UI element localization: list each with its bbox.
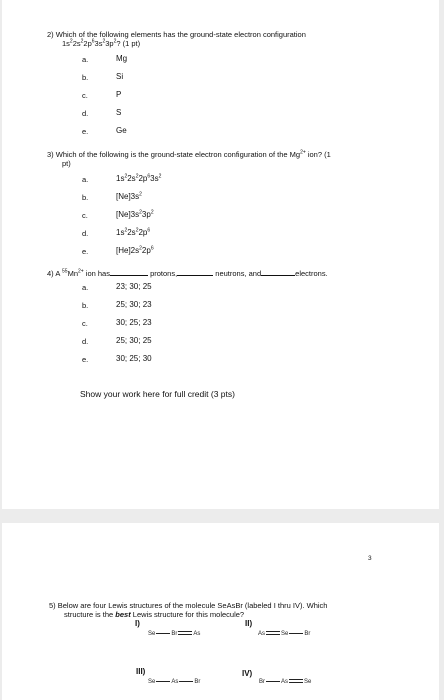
q4-prefix: 4) A	[47, 269, 63, 278]
q2-option-letter-e: e.	[82, 127, 89, 136]
q2-config-sup: 2	[80, 38, 84, 45]
lewis-structure-ii[interactable]	[258, 631, 310, 637]
q2-stem	[47, 30, 306, 39]
q5-stem-text: structure is the	[64, 610, 116, 619]
q2-option-b[interactable]: Si	[116, 72, 124, 81]
config-part: 2p	[138, 174, 148, 183]
config-part: [Ne]3s	[116, 210, 140, 219]
q2-config-sup: 2	[69, 38, 73, 45]
q4-option-c[interactable]: 30; 25; 23	[116, 318, 152, 327]
single-bond	[156, 633, 170, 634]
q4-blank-protons[interactable]	[110, 268, 148, 276]
atom: Br	[171, 631, 178, 637]
config-part: 1s	[116, 174, 125, 183]
config-part: 3p	[141, 210, 151, 219]
atom: Se	[148, 679, 156, 685]
q4-option-e[interactable]: 30; 25; 30	[116, 354, 152, 363]
q2-config-part: 2p	[83, 39, 92, 48]
q3-stem	[47, 150, 331, 159]
lewis-structure-ii-label: II)	[245, 619, 253, 628]
config-sup: 6	[147, 227, 151, 234]
q3-option-letter-a: a.	[82, 175, 89, 184]
q4-blank-neutrons[interactable]	[177, 268, 213, 276]
q4-option-letter-d: d.	[82, 337, 89, 346]
q3-option-letter-d: d.	[82, 229, 89, 238]
atom: As	[193, 631, 201, 637]
q2-config	[62, 39, 140, 48]
q4-option-letter-e: e.	[82, 355, 89, 364]
q3-option-d[interactable]	[116, 228, 150, 237]
atom: As	[281, 679, 289, 685]
config-part: 2s	[127, 228, 136, 237]
q2-option-d[interactable]: S	[116, 108, 122, 117]
q4-charge: 2+	[78, 268, 84, 275]
single-bond	[179, 681, 193, 682]
q2-option-letter-c: c.	[82, 91, 88, 100]
double-bond	[266, 631, 280, 635]
q4-electrons-label: electrons.	[295, 269, 328, 278]
worksheet-page-2	[2, 523, 439, 700]
show-work-note: Show your work here for full credit (3 pts)	[80, 389, 235, 399]
q4-option-letter-b: b.	[82, 301, 89, 310]
q2-option-c[interactable]: P	[116, 90, 122, 99]
worksheet-page-1	[2, 0, 439, 509]
q3-option-b[interactable]	[116, 192, 142, 201]
q4-option-b[interactable]: 25; 30; 23	[116, 300, 152, 309]
page-number: 3	[368, 555, 372, 562]
atom: Br	[304, 631, 311, 637]
q5-stem-emphasis: best	[115, 610, 131, 619]
config-part: 2s	[127, 174, 136, 183]
q2-config-part: 2s	[72, 39, 81, 48]
q4-stem	[47, 268, 328, 278]
q4-blank-electrons[interactable]	[261, 268, 295, 276]
config-sup: 2	[139, 245, 142, 252]
q2-stem-line1: 2) Which of the following elements has the ground-state electron configuration	[47, 30, 306, 39]
q2-option-e[interactable]: Ge	[116, 126, 127, 135]
q5-stem-line2	[64, 610, 244, 619]
q4-option-d[interactable]: 25; 30; 25	[116, 336, 152, 345]
double-bond	[289, 679, 303, 683]
config-sup: 2	[158, 173, 162, 180]
q5-stem-line1: 5) Below are four Lewis structures of the molecule SeAsBr (labeled I thru IV). Which	[49, 601, 328, 610]
lewis-structure-iii[interactable]	[148, 679, 200, 685]
atom: As	[171, 679, 179, 685]
lewis-structure-iv-label: IV)	[242, 669, 253, 678]
q4-option-a[interactable]: 23; 30; 25	[116, 282, 152, 291]
q2-option-a[interactable]: Mg	[116, 54, 128, 63]
config-part: 2p	[141, 246, 151, 255]
atom: As	[258, 631, 266, 637]
atom: Br	[194, 679, 201, 685]
lewis-structure-i-label: I)	[135, 619, 140, 628]
config-sup: 2	[135, 173, 139, 180]
config-sup: 6	[150, 245, 154, 252]
lewis-structure-iv[interactable]	[259, 679, 311, 685]
single-bond	[266, 681, 280, 682]
config-sup: 6	[147, 173, 151, 180]
atom: Se	[281, 631, 289, 637]
q3-stem-line2: pt)	[62, 159, 71, 168]
q4-option-letter-c: c.	[82, 319, 88, 328]
q2-config-sup: 2	[102, 38, 106, 45]
atom: Se	[148, 631, 156, 637]
config-sup: 2	[139, 191, 142, 198]
single-bond	[156, 681, 170, 682]
q2-config-part: 3p	[105, 39, 114, 48]
q3-stem-text-end: ion? (1	[305, 150, 331, 159]
q3-option-letter-e: e.	[82, 247, 89, 256]
config-sup: 2	[139, 209, 142, 216]
q3-option-letter-b: b.	[82, 193, 89, 202]
q2-config-sup: 6	[91, 38, 95, 45]
config-part: [He]2s	[116, 246, 140, 255]
q4-mass-number: 55	[62, 268, 68, 275]
q4-element: Mn	[67, 269, 78, 278]
q2-config-sup: 2	[113, 38, 117, 45]
q3-option-letter-c: c.	[82, 211, 88, 220]
q4-protons-label: protons,	[150, 269, 178, 278]
config-sup: 2	[135, 227, 139, 234]
q5-stem-text-end: Lewis structure for this molecule?	[130, 610, 245, 619]
config-part: [Ne]3s	[116, 192, 140, 201]
q3-option-a[interactable]	[116, 174, 161, 183]
q2-config-part: 1s	[62, 39, 70, 48]
double-bond	[178, 631, 192, 635]
q2-config-part: 3s	[94, 39, 103, 48]
q3-option-c[interactable]	[116, 210, 154, 219]
q2-option-letter-b: b.	[82, 73, 89, 82]
config-sup: 2	[124, 173, 128, 180]
q3-stem-charge: 2+	[300, 149, 306, 156]
config-part: 3s	[150, 174, 159, 183]
lewis-structure-iii-label: III)	[136, 667, 146, 676]
config-sup: 2	[150, 209, 154, 216]
q4-neutrons-label: neutrons, and	[215, 269, 262, 278]
atom: Br	[259, 679, 265, 685]
q3-option-e[interactable]	[116, 246, 154, 255]
q4-ion-has: ion has	[83, 269, 110, 278]
q2-option-letter-a: a.	[82, 55, 89, 64]
q4-option-letter-a: a.	[82, 283, 89, 292]
single-bond	[289, 633, 303, 634]
lewis-structure-i[interactable]	[148, 631, 200, 637]
q3-stem-text: 3) Which of the following is the ground-state electron configuration of the Mg	[47, 150, 301, 159]
config-sup: 2	[124, 227, 128, 234]
config-part: 1s	[116, 228, 125, 237]
q2-option-letter-d: d.	[82, 109, 89, 118]
config-part: 2p	[138, 228, 148, 237]
q2-config-tail: ? (1 pt)	[116, 39, 141, 48]
atom: Se	[304, 679, 312, 685]
